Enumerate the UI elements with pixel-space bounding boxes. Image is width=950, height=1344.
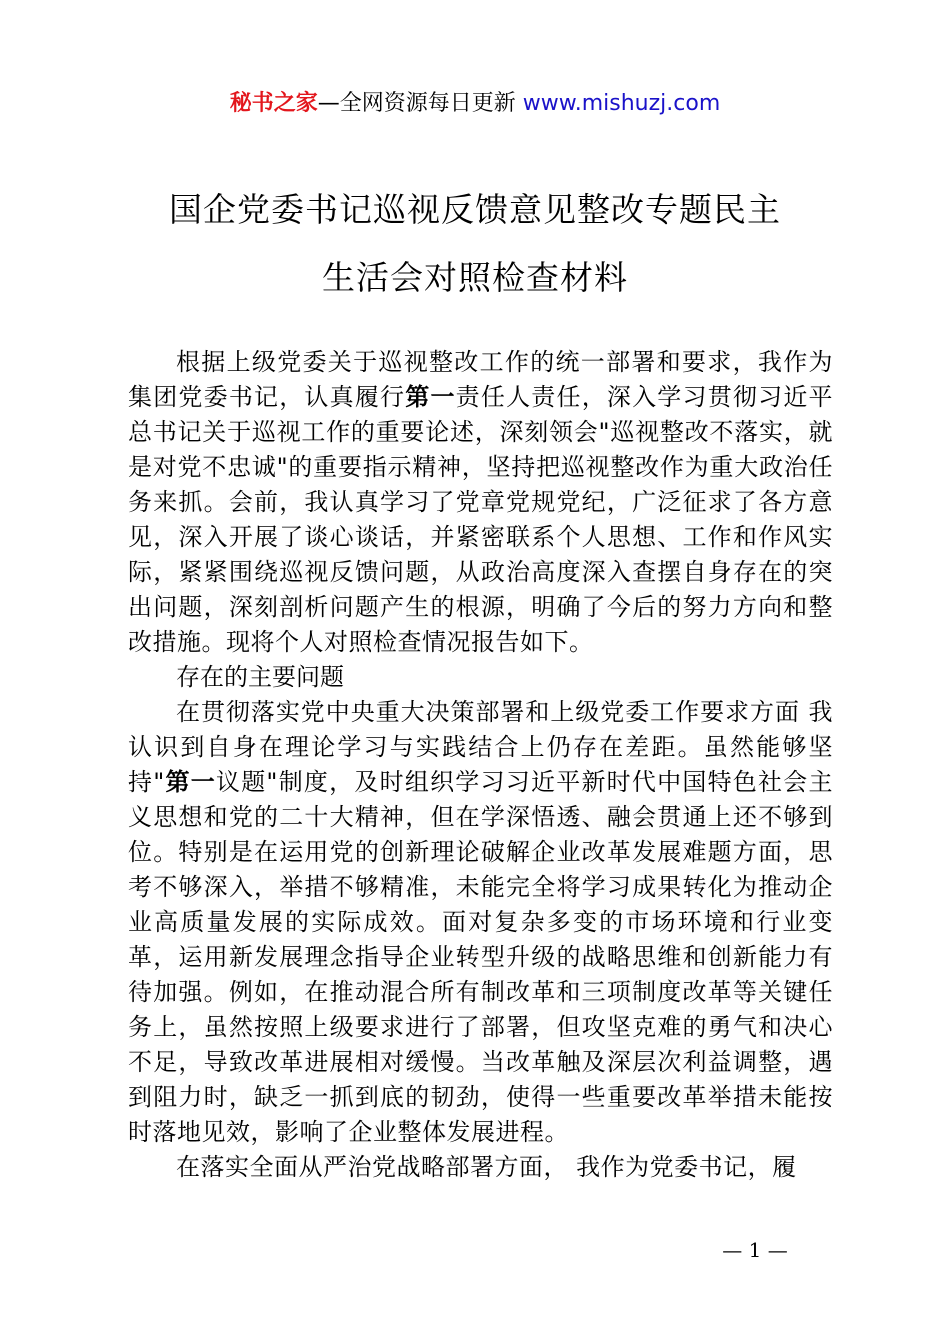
paragraph-intro-bold: 第一 (405, 383, 456, 411)
site-tagline: —全网资源每日更新 (317, 91, 523, 116)
paragraph-issues-text-a: 在贯彻落实党中央重大决策部署和上级党委工作要求方面 我认识到自身在理论学习与实践结合上仍存在差距。虽然能够坚持" (128, 698, 833, 796)
paragraph-issues (128, 695, 833, 1150)
document-body (128, 345, 833, 1185)
site-brand: 秘书之家 (229, 91, 318, 116)
title-line-1: 国企党委书记巡视反馈意见整改专题民主 (169, 190, 781, 229)
paragraph-intro-text-a: 根据上级党委关于巡视整改工作的统一部署和要求，我作为集团党委书记，认真履行 (128, 348, 833, 411)
document-title (60, 176, 890, 312)
site-url-link[interactable]: www.mishuzj.com (522, 91, 721, 116)
paragraph-discipline: 在落实全面从严治党战略部署方面， 我作为党委书记，履 (176, 1153, 797, 1181)
section-heading: 存在的主要问题 (176, 663, 344, 691)
paragraph-intro (128, 345, 833, 660)
paragraph-intro-text-b: 责任人责任，深入学习贯彻习近平总书记关于巡视工作的重要论述，深刻领会"巡视整改不落实，就是对党不忠诚"的重要指示精神，坚持把巡视整改作为重大政治任务来抓。会前，我认真学习了党章党规党纪，广泛征求了各方意见，深入开展了谈心谈话，并紧密联系个人思想、工作和作风实际，紧紧围绕巡视反馈问题，从政治高度深入查摆自身存在的突出问题，深刻剖析问题产生的根源，明确了今后的努力方向和整改措施。现将个人对照检查情况报告如下。 (128, 383, 834, 656)
title-line-2: 生活会对照检查材料 (322, 258, 628, 297)
site-header (0, 88, 950, 120)
paragraph-issues-bold: 第一 (164, 768, 216, 796)
page-number: — 1 — (722, 1238, 788, 1262)
paragraph-issues-text-b: 议题"制度，及时组织学习习近平新时代中国特色社会主义思想和党的二十大精神，但在学深悟透、融会贯通上还不够到位。特别是在运用党的创新理论破解企业改革发展难题方面，思考不够深入，举措不够精准，未能完全将学习成果转化为推动企业高质量发展的实际成效。面对复杂多变的市场环境和行业变革，运用新发展理念指导企业转型升级的战略思维和创新能力有待加强。例如，在推动混合所有制改革和三项制度改革等关键任务上，虽然按照上级要求进行了部署，但攻坚克难的勇气和决心不足，导致改革进展相对缓慢。当改革触及深层次利益调整，遇到阻力时，缺乏一抓到底的韧劲，使得一些重要改革举措未能按时落地见效，影响了企业整体发展进程。 (128, 768, 833, 1146)
